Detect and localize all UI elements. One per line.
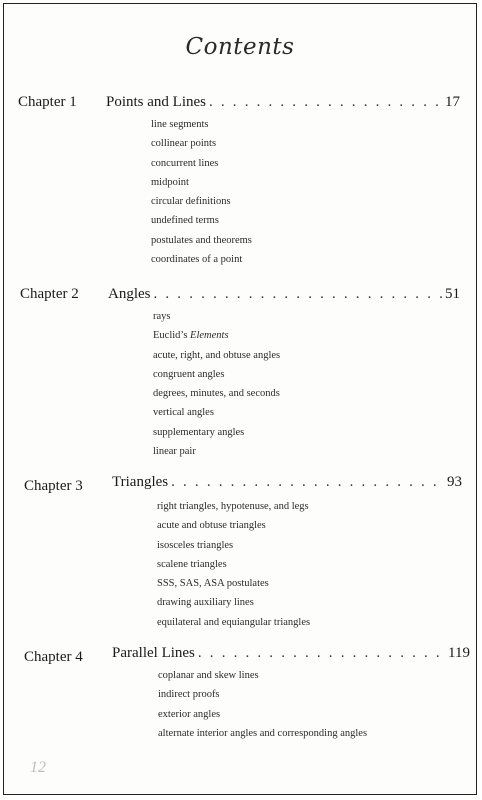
page-title: Contents	[185, 34, 295, 60]
topic-item: right triangles, hypotenuse, and legs	[157, 501, 309, 512]
chapter-page-number: 119	[448, 645, 470, 661]
chapter-number: Chapter 4	[24, 649, 83, 665]
topic-item: indirect proofs	[158, 689, 220, 701]
topic-item: isosceles triangles	[157, 539, 234, 551]
book-title-italic: Elements	[190, 330, 229, 342]
topic-item: drawing auxiliary lines	[157, 597, 254, 609]
topic-item: linear pair	[153, 446, 196, 458]
chapter-title: Points and Lines	[106, 94, 206, 110]
topic-item: coplanar and skew lines	[158, 670, 259, 681]
chapter-4-topics	[158, 666, 367, 743]
topic-item: postulates and theorems	[151, 234, 252, 246]
chapter-title: Triangles	[112, 474, 169, 490]
dot-leader	[154, 286, 443, 303]
topic-item: acute and obtuse triangles	[157, 520, 266, 532]
topic-item: degrees, minutes, and seconds	[153, 388, 280, 400]
dot-leader	[171, 474, 444, 491]
dot-leader	[198, 645, 445, 662]
chapter-1-topics	[151, 115, 252, 269]
chapter-number: Chapter 1	[18, 94, 77, 110]
topic-item: alternate interior angles and corresponding angles	[158, 727, 368, 739]
dot-leader	[209, 94, 442, 111]
chapter-page-number: 93	[447, 474, 462, 490]
topic-item: vertical angles	[153, 407, 214, 419]
topic-item: acute, right, and obtuse angles	[153, 349, 281, 361]
topic-item: line segments	[151, 119, 209, 130]
chapter-number: Chapter 3	[24, 478, 83, 494]
chapter-title: Parallel Lines	[112, 645, 195, 661]
chapter-page-number: 51	[445, 286, 460, 302]
topic-item: supplementary angles	[153, 426, 245, 438]
topic-item: circular definitions	[151, 196, 231, 208]
topic-item: exterior angles	[158, 708, 221, 720]
topic-item: SSS, SAS, ASA postulates	[157, 578, 269, 590]
chapter-title: Angles	[108, 286, 151, 302]
page-number: 12	[30, 759, 46, 776]
topic-item: concurrent lines	[151, 157, 219, 169]
chapter-2-topics	[153, 307, 280, 461]
chapter-number: Chapter 2	[20, 286, 79, 302]
chapter-3-topics	[157, 497, 310, 632]
topic-item: scalene triangles	[157, 558, 227, 570]
topic-item: coordinates of a point	[151, 254, 243, 266]
topic-item: midpoint	[151, 176, 189, 188]
book-page	[3, 3, 477, 795]
topic-item: equilateral and equiangular triangles	[157, 616, 311, 628]
topic-item: collinear points	[151, 138, 217, 150]
topic-item: congruent angles	[153, 368, 225, 380]
topic-item: Euclid’s Elements	[153, 330, 229, 342]
topic-item: rays	[153, 311, 171, 322]
topic-item: undefined terms	[151, 215, 219, 227]
chapter-page-number: 17	[445, 94, 460, 110]
